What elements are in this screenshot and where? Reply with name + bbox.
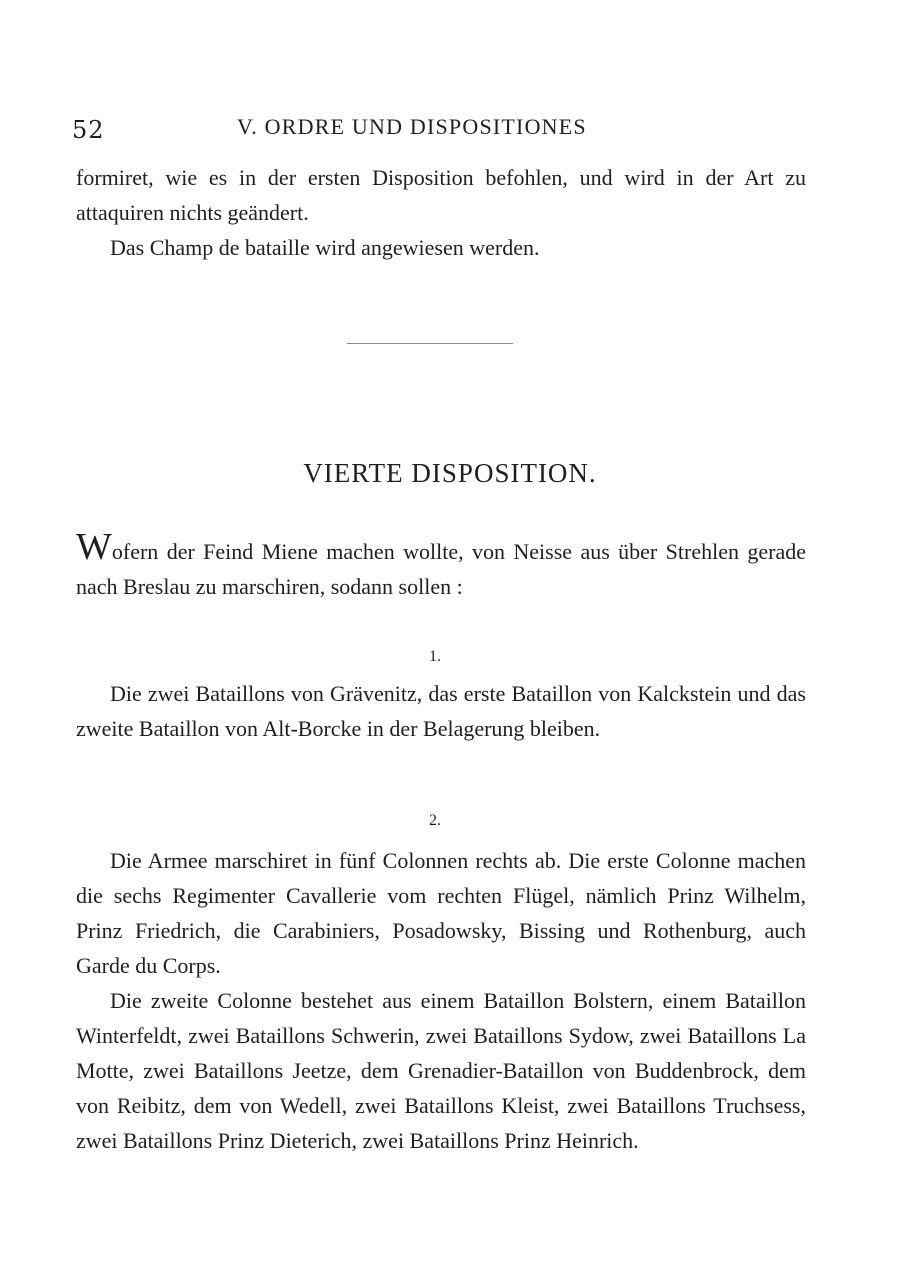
section-heading: VIERTE DISPOSITION. [303, 458, 597, 488]
drop-cap: W [76, 526, 112, 568]
intro-paragraph [76, 526, 806, 604]
continuation-text [76, 160, 806, 265]
item-numeral-1: 1. [429, 648, 441, 665]
section-divider [347, 343, 513, 344]
page-number: 52 [72, 116, 105, 144]
continuation-paragraph-1: formiret, wie es in der ersten Disposition befohlen, und wird in der Art zu attaquiren nichts geändert. [76, 165, 806, 225]
item-1-text [76, 676, 806, 746]
intro-text: ofern der Feind Miene machen wollte, von Neisse aus über Strehlen gerade nach Breslau zu marschiren, sodann sollen : [76, 539, 806, 599]
running-title: V. ORDRE UND DISPOSITIONES [237, 114, 587, 139]
item-numeral-2: 2. [429, 812, 441, 829]
continuation-paragraph-2: Das Champ de bataille wird angewiesen werden. [110, 235, 540, 260]
item-2-text [76, 843, 806, 1158]
item-2-paragraph-2: Die zweite Colonne bestehet aus einem Bataillon Bolstern, einem Bataillon Winterfeldt, zwei Bataillons Schwerin, zwei Bataillons Sydow, zwei Bataillons La Motte, zwei Bataillons Jeetze, dem Grenadier-Bataillon von Buddenbrock, dem von Reibitz, dem von Wedell, zwei Bataillons Kleist, zwei Bataillons Truchsess, zwei Bataillons Prinz Dieterich, zwei Bataillons Prinz Heinrich. [76, 988, 806, 1153]
item-2-paragraph-1: Die Armee marschiret in fünf Colonnen rechts ab. Die erste Colonne machen die sechs Regimenter Cavallerie vom rechten Flügel, nämlich Prinz Wilhelm, Prinz Friedrich, die Carabiniers, Posadowsky, Bissing und Rothenburg, auch Garde du Corps. [76, 848, 806, 978]
running-header [72, 112, 812, 144]
item-1-paragraph-1: Die zwei Bataillons von Grävenitz, das erste Bataillon von Kalckstein und das zweite Bataillon von Alt-Borcke in der Belagerung bleiben. [76, 681, 806, 741]
